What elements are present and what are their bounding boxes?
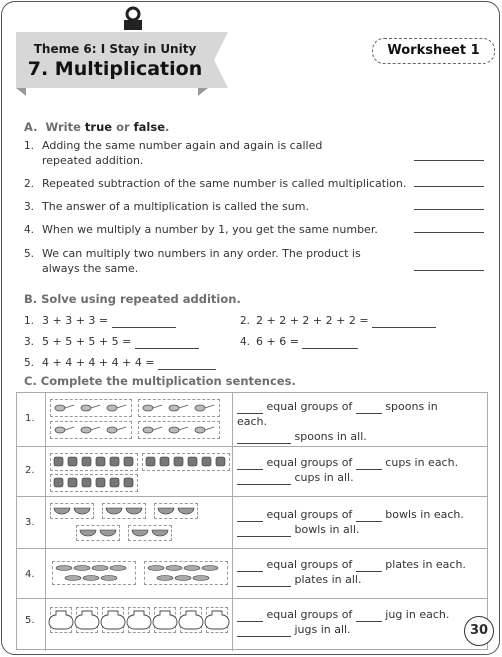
question-text: Repeated subtraction of the same number is called multiplication.	[42, 177, 407, 190]
answer-blank[interactable]	[414, 209, 484, 210]
items-blank[interactable]	[356, 562, 382, 572]
banner-shadow	[16, 88, 26, 96]
picture-cell	[45, 497, 233, 548]
problem-expression: 5 + 5 + 5 + 5 =	[42, 334, 199, 349]
worksheet-page	[1, 1, 500, 655]
instruction-post: .	[165, 120, 170, 134]
groups-blank[interactable]	[237, 612, 263, 622]
page-number-badge: 30	[464, 616, 494, 646]
multiplication-table	[16, 392, 488, 650]
section-a-heading	[24, 120, 169, 134]
question-number: 4.	[24, 224, 35, 236]
groups-blank[interactable]	[237, 562, 263, 572]
row-number: 1.	[25, 413, 35, 424]
table-row	[17, 549, 487, 599]
total-blank[interactable]	[237, 577, 291, 587]
worksheet-badge: Worksheet 1	[372, 38, 495, 64]
picture-cell	[45, 549, 233, 598]
sentence-text: equal groups of spoons in each. spoons in all.	[237, 400, 438, 443]
page-title: 7. Multiplication	[27, 58, 203, 80]
total-blank[interactable]	[237, 475, 291, 485]
items-blank[interactable]	[356, 612, 382, 622]
word-false: false	[133, 120, 166, 134]
instruction-pre: Write	[45, 120, 85, 134]
row-number: 2.	[25, 465, 35, 476]
section-a-letter: A.	[24, 120, 38, 134]
total-blank[interactable]	[237, 627, 291, 637]
binder-clip-icon	[120, 6, 146, 32]
table-row	[17, 393, 487, 447]
items-blank[interactable]	[356, 404, 382, 414]
question-number: 2.	[24, 178, 35, 190]
sentence-text: equal groups of cups in each. cups in all.	[237, 455, 458, 485]
bowl-icon	[46, 497, 234, 549]
answer-blank[interactable]	[414, 270, 484, 271]
question-number: 5.	[24, 248, 35, 260]
sentence-text: equal groups of bowls in each. bowls in all.	[237, 507, 464, 537]
groups-blank[interactable]	[237, 512, 263, 522]
row-number: 5.	[25, 615, 35, 626]
total-blank[interactable]	[237, 434, 291, 444]
word-or: or	[112, 120, 134, 134]
table-row	[17, 447, 487, 497]
question-text: Adding the same number again and again is called repeated addition.	[42, 139, 323, 167]
question-text: We can multiply two numbers in any order. The product is always the same.	[42, 247, 361, 275]
table-row	[17, 599, 487, 651]
section-c-heading: C. Complete the multiplication sentences.	[24, 374, 296, 388]
problem-number: 5.	[24, 357, 35, 369]
answer-blank[interactable]	[158, 360, 216, 370]
answer-blank[interactable]	[112, 318, 176, 328]
problem-expression: 2 + 2 + 2 + 2 + 2 =	[256, 313, 436, 328]
answer-blank[interactable]	[135, 339, 199, 349]
question-number: 1.	[24, 140, 35, 152]
jug-icon	[46, 599, 234, 651]
picture-cell	[45, 599, 233, 651]
problem-number: 4.	[240, 336, 251, 348]
question-text: The answer of a multiplication is called the sum.	[42, 200, 309, 213]
section-b-heading: B. Solve using repeated addition.	[24, 292, 241, 306]
answer-blank[interactable]	[414, 232, 484, 233]
row-number: 4.	[25, 569, 35, 580]
total-blank[interactable]	[237, 527, 291, 537]
items-blank[interactable]	[356, 512, 382, 522]
row-number: 3.	[25, 517, 35, 528]
answer-blank[interactable]	[302, 339, 358, 349]
word-true: true	[84, 120, 113, 134]
problem-expression: 6 + 6 =	[256, 334, 358, 349]
problem-number: 3.	[24, 336, 35, 348]
sentence-text: equal groups of plates in each. plates in all.	[237, 557, 466, 587]
answer-blank[interactable]	[414, 160, 484, 161]
groups-blank[interactable]	[237, 460, 263, 470]
plate-icon	[46, 549, 234, 599]
groups-blank[interactable]	[237, 404, 263, 414]
question-number: 3.	[24, 201, 35, 213]
picture-cell	[45, 447, 233, 496]
problem-number: 1.	[24, 315, 35, 327]
picture-cell	[45, 393, 233, 446]
cup-icon	[46, 447, 234, 497]
question-text: When we multiply a number by 1, you get the same number.	[42, 223, 378, 236]
banner-shadow	[198, 88, 208, 96]
answer-blank[interactable]	[372, 318, 436, 328]
problem-expression: 3 + 3 + 3 =	[42, 313, 176, 328]
items-blank[interactable]	[356, 460, 382, 470]
answer-blank[interactable]	[414, 186, 484, 187]
sentence-text: equal groups of jug in each. jugs in all.	[237, 607, 449, 637]
table-row	[17, 497, 487, 549]
problem-expression: 4 + 4 + 4 + 4 + 4 =	[42, 355, 216, 370]
theme-label: Theme 6: I Stay in Unity	[33, 42, 197, 56]
problem-number: 2.	[240, 315, 251, 327]
spoon-icon	[46, 393, 234, 447]
